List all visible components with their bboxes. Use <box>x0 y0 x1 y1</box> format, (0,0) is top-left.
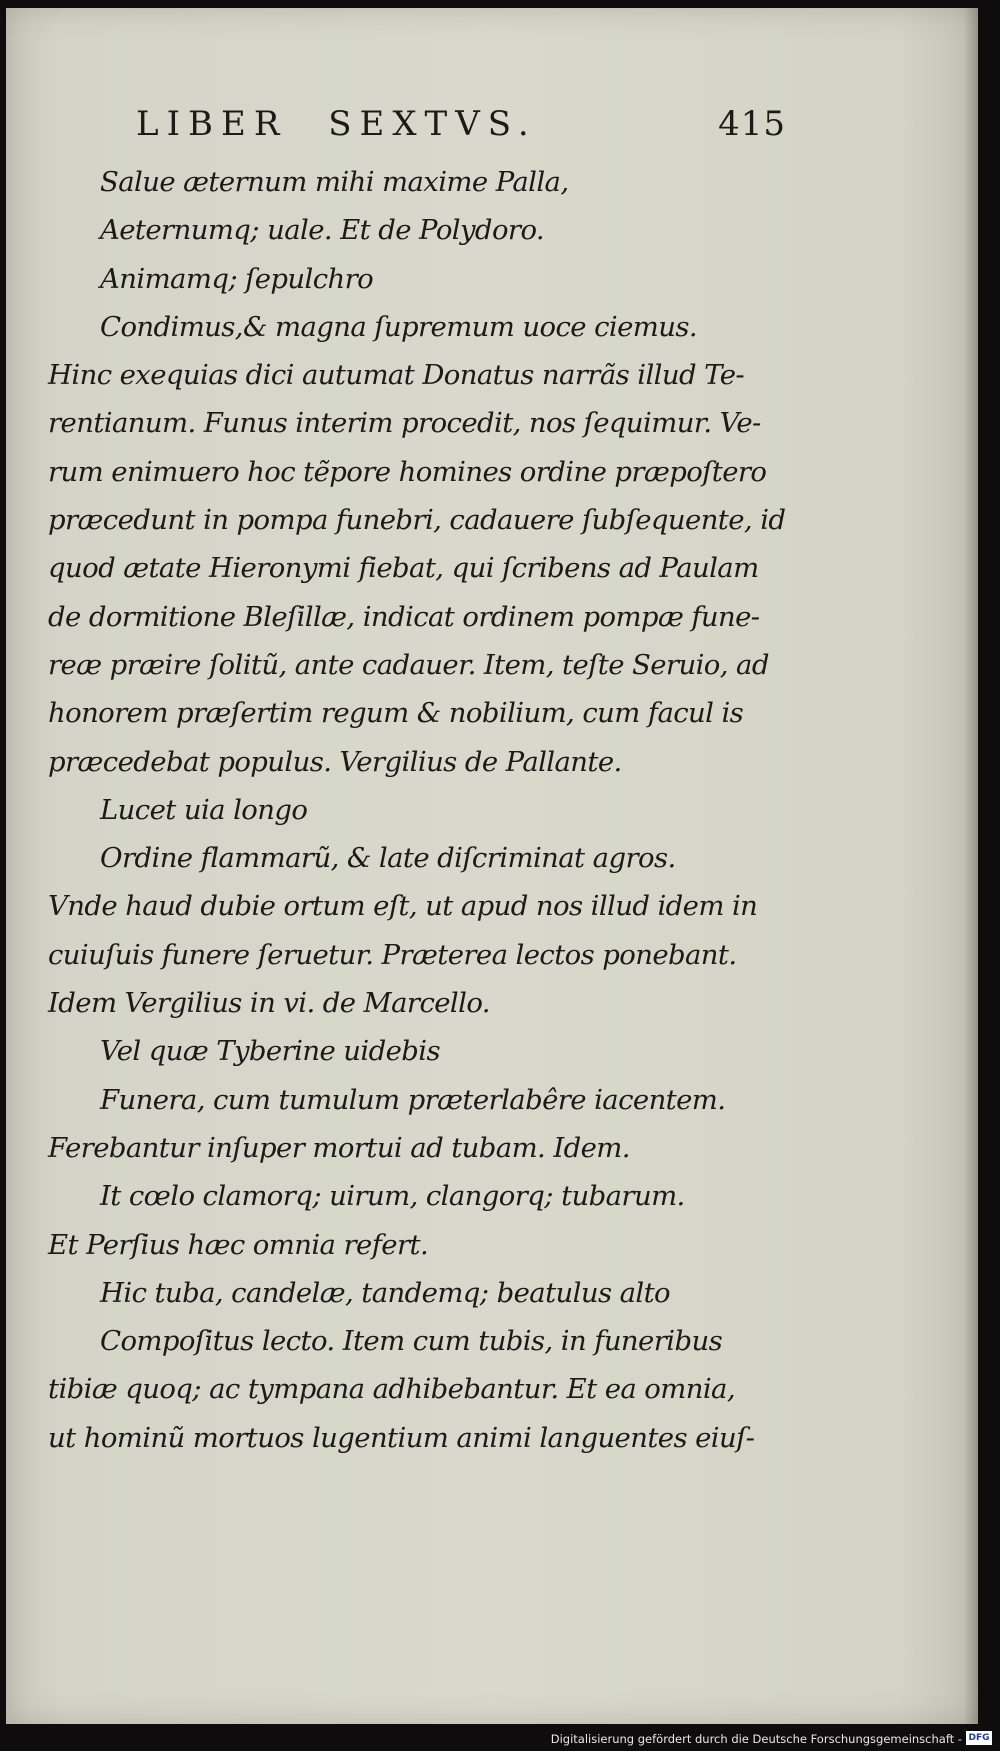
text-line: tibiæ quoq; ac tympana adhibebantur. Et ea omnia, <box>48 1373 735 1406</box>
text-line: Idem Vergilius in vi. de Marcello. <box>48 987 490 1020</box>
text-line: Animamq; ſepulchro <box>100 262 374 295</box>
text-line: quod ætate Hieronymi fiebat, qui ſcribens ad Paulam <box>48 552 759 585</box>
text-line: cuiuſuis funere ſeruetur. Præterea lectos ponebant. <box>48 938 737 971</box>
text-line: rentianum. Funus interim procedit, nos ſequimur. Ve- <box>48 407 761 440</box>
text-line: Compoſitus lecto. Item cum tubis, in funeribus <box>100 1325 723 1358</box>
text-line: Hic tuba, candelæ, tandemq; beatulus alto <box>100 1276 670 1309</box>
footer-bar <box>0 1727 1000 1751</box>
page-number: 415 <box>718 104 786 144</box>
text-line: Ferebantur inſuper mortui ad tubam. Idem. <box>48 1131 630 1164</box>
text-line: Hinc exequias dici autumat Donatus narrãs illud Te- <box>48 359 745 392</box>
page-edge-shadow <box>964 8 978 1724</box>
text-line: Lucet uia longo <box>100 793 308 826</box>
latin-text-block <box>48 158 788 1462</box>
text-line: It cœlo clamorq; uirum, clangorq; tubarum. <box>100 1180 685 1213</box>
funding-credit: Digitalisierung gefördert durch die Deutsche Forschungsgemeinschaft - <box>550 1732 962 1746</box>
text-line: reæ præire ſolitũ, ante cadauer. Item, teſte Seruio, ad <box>48 648 769 681</box>
running-title: LIBER SEXTVS. <box>136 104 537 144</box>
dfg-logo: DFG <box>966 1731 992 1745</box>
text-line: ut hominũ mortuos lugentium animi languentes eiuſ- <box>48 1421 755 1454</box>
text-line: Funera, cum tumulum præterlabêre iacentem. <box>100 1083 726 1116</box>
text-line: honorem præſertim regum & nobilium, cum facul is <box>48 697 744 730</box>
text-line: Aeternumq; uale. Et de Polydoro. <box>100 214 545 247</box>
page-header <box>136 104 786 154</box>
text-line: Condimus,& magna ſupremum uoce ciemus. <box>100 310 698 343</box>
text-line: præcedunt in pompa funebri, cadauere ſubſequente, id <box>48 504 786 537</box>
text-line: Vel quæ Tyberine uidebis <box>100 1035 440 1068</box>
text-line: rum enimuero hoc tẽpore homines ordine præpoſtero <box>48 455 767 488</box>
text-line: Salue æternum mihi maxime Palla, <box>100 166 569 198</box>
text-line: de dormitione Bleſillæ, indicat ordinem pompæ fune- <box>48 600 760 633</box>
text-line: præcedebat populus. Vergilius de Pallante. <box>48 745 622 778</box>
book-page <box>6 8 978 1724</box>
text-line: Vnde haud dubie ortum eſt, ut apud nos illud idem in <box>48 890 758 923</box>
text-line: Et Perſius hæc omnia refert. <box>48 1228 429 1261</box>
text-line: Ordine flammarũ, & late diſcriminat agros. <box>100 842 676 875</box>
